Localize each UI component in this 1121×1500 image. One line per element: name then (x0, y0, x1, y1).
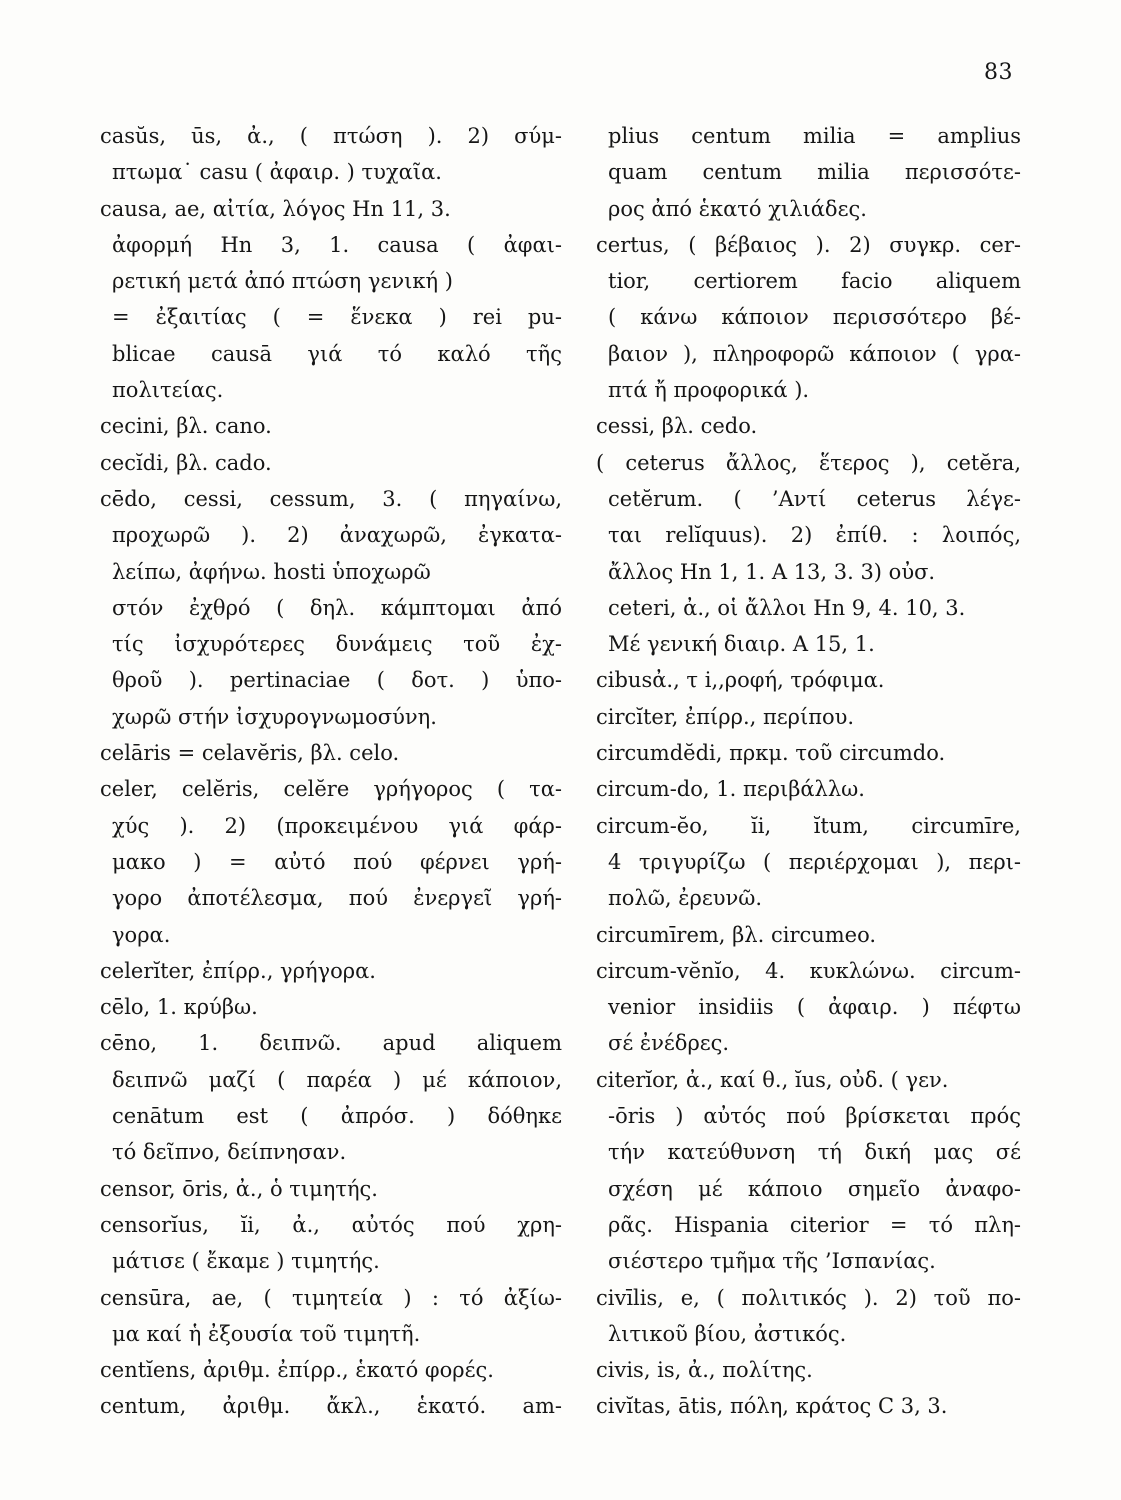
dictionary-line: -ōris ) αὐτός πού βρίσκεται πρός (608, 1104, 1021, 1129)
dictionary-line: circum-do, 1. περιβάλλω. (596, 777, 865, 802)
dictionary-line: λιτικοῦ βίου, ἀστικός. (608, 1321, 847, 1346)
dictionary-line: = ἐξαιτίας ( = ἕνεκα ) rei pu- (112, 305, 562, 330)
dictionary-line: λείπω, ἀφήνω. hosti ὑποχωρῶ (112, 559, 431, 584)
dictionary-line: centĭens, ἀριθμ. ἐπίρρ., ἑκατό φορές. (100, 1358, 494, 1383)
dictionary-line: celerĭter, ἐπίρρ., γρήγορα. (100, 958, 376, 983)
dictionary-line: quam centum milia περισσότε- (608, 160, 1021, 185)
dictionary-line: μάτισε ( ἔκαμε ) τιμητής. (112, 1249, 380, 1274)
dictionary-line: cetĕrum. ( ’Αντί ceterus λέγε- (608, 486, 1021, 511)
dictionary-line: cecini, βλ. cano. (100, 414, 272, 439)
dictionary-line: ρετική μετά ἀπό πτώση γενική ) (112, 269, 453, 294)
dictionary-line: πτωμα˙ casu ( ἀφαιρ. ) τυχαῖα. (112, 160, 442, 185)
dictionary-line: censūra, ae, ( τιμητεία ) : τό ἀξίω- (100, 1285, 562, 1310)
dictionary-line: πολῶ, ἐρευνῶ. (608, 886, 763, 911)
dictionary-line: ἀφορμή Hn 3, 1. causa ( ἀφαι- (112, 232, 562, 257)
dictionary-line: ἄλλος Hn 1, 1. A 13, 3. 3) οὐσ. (608, 559, 936, 584)
dictionary-line: citerĭor, ἀ., καί θ., ĭus, οὐδ. ( γεν. (596, 1067, 949, 1092)
dictionary-line: cecĭdi, βλ. cado. (100, 450, 272, 475)
dictionary-line: censorĭus, ĭi, ἀ., αὐτός πού χρη- (100, 1212, 562, 1237)
dictionary-line: Μέ γενική διαιρ. A 15, 1. (608, 632, 875, 657)
dictionary-line: circum-vĕnĭo, 4. κυκλώνω. circum- (596, 958, 1021, 983)
dictionary-line: civīlis, e, ( πολιτικός ). 2) τοῦ πο- (596, 1285, 1021, 1310)
dictionary-line: ρᾶς. Hispania citerior = τό πλη- (608, 1212, 1021, 1237)
dictionary-line: πτά ἤ προφορικά ). (608, 378, 810, 403)
dictionary-line: cessi, βλ. cedo. (596, 414, 758, 439)
dictionary-line: venior insidiis ( ἀφαιρ. ) πέφτω (608, 995, 1021, 1020)
dictionary-line: σιέστερο τμῆμα τῆς ’Ισπανίας. (608, 1249, 936, 1274)
dictionary-line: causa, ae, αἰτία, λόγος Hn 11, 3. (100, 196, 451, 221)
dictionary-line: circum-ĕo, ĭi, ĭtum, circumīre, (596, 813, 1021, 838)
dictionary-line: τό δεῖπνο, δείπνησαν. (112, 1140, 347, 1165)
dictionary-line: ται relĭquus). 2) ἐπίθ. : λοιπός, (608, 523, 1021, 548)
dictionary-line: circumdĕdi, πρκμ. τοῦ circumdo. (596, 741, 946, 766)
dictionary-line: στόν ἐχθρό ( δηλ. κάμπτομαι ἀπό (112, 595, 562, 620)
dictionary-line: γορα. (112, 922, 171, 947)
dictionary-line: plius centum milia = amplius (608, 124, 1021, 148)
dictionary-line: χύς ). 2) (προκειμένου γιά φάρ- (112, 813, 562, 838)
dictionary-line: cēno, 1. δειπνῶ. apud aliquem (100, 1031, 562, 1056)
left-column (100, 118, 562, 1425)
dictionary-line: μακο ) = αὐτό πού φέρνει γρή- (112, 849, 562, 874)
dictionary-line: μα καί ἡ ἐξουσία τοῦ τιμητῆ. (112, 1321, 421, 1346)
dictionary-line: civĭtas, ātis, πόλη, κράτος C 3, 3. (596, 1394, 948, 1419)
dictionary-line: τήν κατεύθυνση τή δική μας σέ (608, 1140, 1021, 1165)
dictionary-line: centum, ἀριθμ. ἄκλ., ἑκατό. am- (100, 1394, 562, 1419)
dictionary-line: βαιον ), πληροφορῶ κάποιον ( γρα- (608, 341, 1021, 366)
dictionary-line: civis, is, ἀ., πολίτης. (596, 1358, 813, 1383)
dictionary-line: casŭs, ūs, ἀ., ( πτώση ). 2) σύμ- (100, 124, 562, 148)
right-column (596, 118, 1021, 1425)
dictionary-line: cēdo, cessi, cessum, 3. ( πηγαίνω, (100, 486, 562, 511)
dictionary-line: χωρῶ στήν ἰσχυρογνωμοσύνη. (112, 704, 437, 729)
dictionary-line: σχέση μέ κάποιο σημεῖο ἀναφο- (608, 1176, 1021, 1201)
dictionary-line: ρος ἀπό ἑκατό χιλιάδες. (608, 196, 867, 221)
dictionary-line: ceteri, ἀ., οἱ ἄλλοι Hn 9, 4. 10, 3. (608, 595, 966, 620)
dictionary-line: γορο ἀποτέλεσμα, πού ἐνεργεῖ γρή- (112, 886, 562, 911)
dictionary-line: censor, ōris, ἀ., ὁ τιμητής. (100, 1176, 378, 1201)
dictionary-line: circumīrem, βλ. circumeo. (596, 922, 877, 947)
dictionary-line: celāris = celavĕris, βλ. celo. (100, 741, 400, 766)
dictionary-line: θροῦ ). pertinaciae ( δοτ. ) ὑπο- (112, 668, 562, 693)
dictionary-line: πολιτείας. (112, 378, 224, 403)
dictionary-line: ( κάνω κάποιον περισσότερο βέ- (608, 305, 1021, 330)
dictionary-line: ( ceterus ἄλλος, ἕτερος ), cetĕra, (596, 450, 1021, 475)
dictionary-line: cenātum est ( ἀπρόσ. ) δόθηκε (112, 1104, 562, 1129)
dictionary-line: σέ ἐνέδρες. (608, 1031, 730, 1056)
dictionary-line: cibusἀ., τ i,,ροφή, τρόφιμα. (596, 668, 885, 693)
dictionary-line: blicae causā γιά τό καλό τῆς (112, 341, 562, 366)
dictionary-line: cēlo, 1. κρύβω. (100, 995, 258, 1020)
dictionary-line: circĭter, ἐπίρρ., περίπου. (596, 704, 855, 729)
dictionary-line: τίς ἰσχυρότερες δυνάμεις τοῦ ἐχ- (112, 632, 562, 657)
dictionary-line: 4 τριγυρίζω ( περιέρχομαι ), περι- (608, 849, 1021, 874)
dictionary-line: δειπνῶ μαζί ( παρέα ) μέ κάποιον, (112, 1067, 562, 1092)
dictionary-line: προχωρῶ ). 2) ἀναχωρῶ, ἐγκατα- (112, 523, 562, 548)
dictionary-line: certus, ( βέβαιος ). 2) συγκρ. cer- (596, 232, 1021, 257)
page-number: 83 (984, 60, 1013, 85)
dictionary-line: celer, celĕris, celĕre γρήγορος ( τα- (100, 777, 562, 802)
dictionary-line: tior, certiorem facio aliquem (608, 269, 1021, 294)
